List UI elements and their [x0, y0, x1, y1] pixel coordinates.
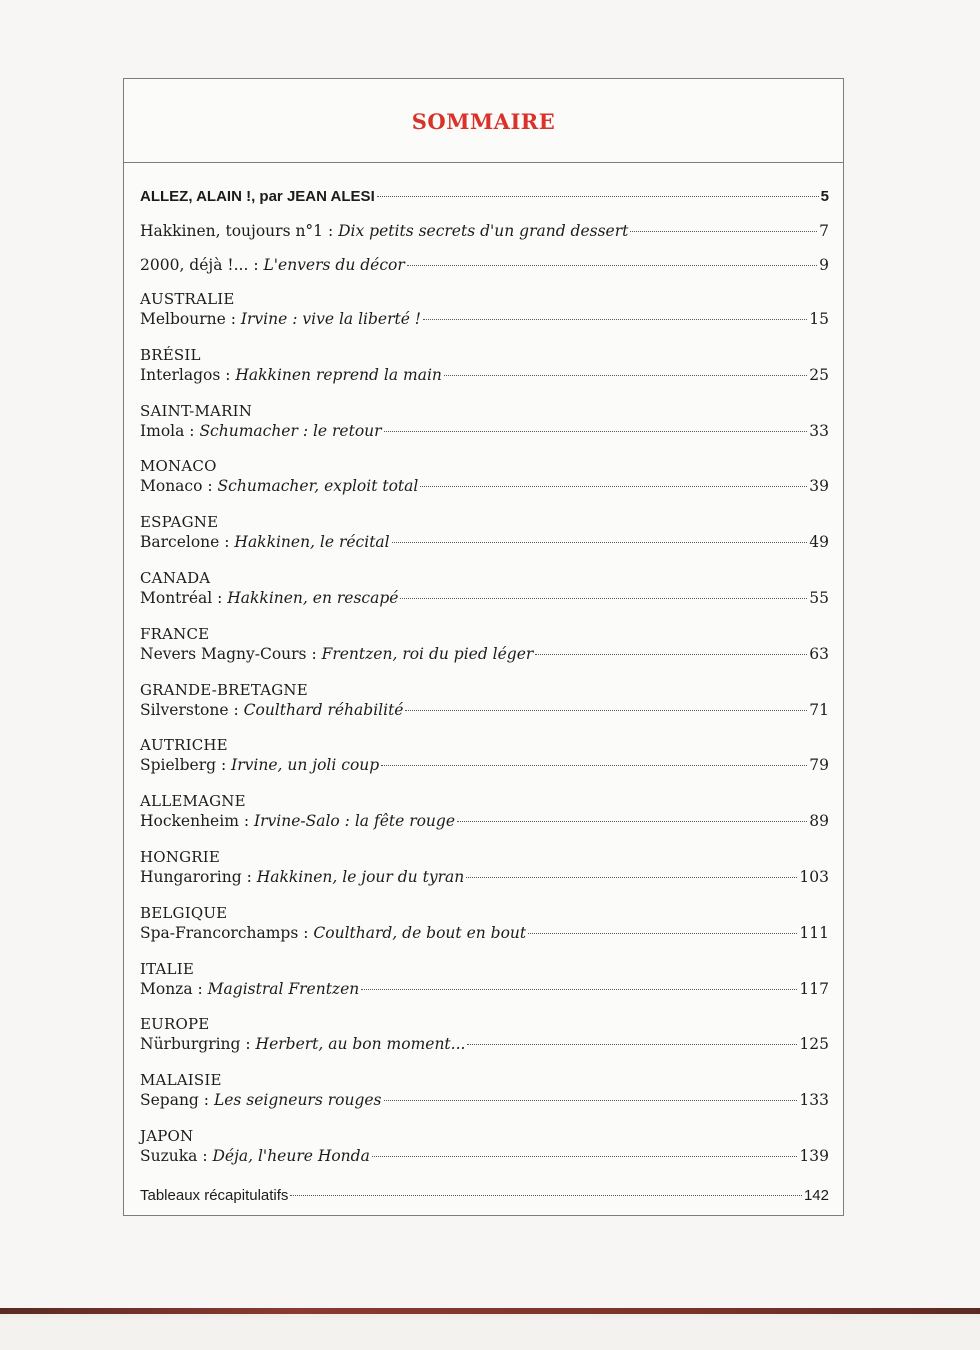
- country-heading: JAPON: [140, 1127, 194, 1145]
- page-number: 89: [809, 812, 829, 831]
- page-number: 7: [819, 222, 829, 240]
- entry-article-title: Hakkinen, le récital: [234, 533, 390, 552]
- dot-leader: [420, 486, 807, 487]
- entry-location: Monza: [140, 979, 193, 998]
- dot-leader: [535, 654, 807, 655]
- entry-article-title: Schumacher, exploit total: [217, 477, 419, 496]
- toc-entry[interactable]: [140, 811, 829, 831]
- country-heading: FRANCE: [140, 624, 210, 643]
- page-number: 25: [809, 365, 829, 384]
- entry-article-title: Dix petits secrets d'un grand dessert: [338, 222, 629, 240]
- toc-entry[interactable]: [140, 1034, 829, 1054]
- entry-article-title: Déja, l'heure Honda: [212, 1147, 370, 1165]
- toc-entry[interactable]: [140, 1090, 829, 1110]
- entry-separator: :: [240, 1035, 256, 1054]
- page-number: 55: [809, 589, 829, 607]
- page-number: 33: [809, 421, 829, 440]
- entry-article-title: Hakkinen, le jour du tyran: [256, 868, 465, 886]
- entry-location: Monaco: [140, 477, 203, 496]
- entry-location: Nürburgring: [140, 1035, 241, 1054]
- page-number: 63: [809, 644, 829, 663]
- entry-article-title: L'envers du décor: [263, 256, 405, 274]
- toc-entry[interactable]: [140, 755, 829, 775]
- page-number: 139: [799, 1147, 829, 1165]
- dot-leader: [384, 1100, 798, 1101]
- entry-location: Suzuka: [140, 1147, 198, 1165]
- entry-location: Spielberg: [140, 756, 217, 775]
- entry-article-title: Irvine : vive la liberté !: [240, 310, 422, 328]
- country-heading: AUSTRALIE: [140, 290, 235, 308]
- country-heading: ALLEMAGNE: [140, 792, 246, 811]
- dot-leader: [405, 710, 807, 711]
- country-heading: ITALIE: [140, 959, 194, 978]
- dot-leader: [290, 1195, 802, 1196]
- dot-leader: [384, 431, 808, 432]
- entry-separator: :: [202, 477, 218, 496]
- page-number: 142: [803, 1186, 829, 1204]
- entry-separator: :: [216, 756, 232, 775]
- entry-article-title: Magistral Frentzen: [207, 979, 360, 998]
- entry-separator: :: [241, 868, 257, 886]
- entry-article-title: Hakkinen reprend la main: [235, 365, 442, 384]
- dot-leader: [400, 598, 807, 599]
- entry-separator: :: [228, 700, 244, 719]
- entry-location: Nevers Magny-Cours: [140, 644, 307, 663]
- dot-leader: [372, 1156, 798, 1157]
- country-heading: ESPAGNE: [140, 513, 219, 532]
- page-number: 5: [820, 188, 829, 205]
- toc-entry[interactable]: [140, 923, 829, 943]
- entry-separator: :: [219, 533, 235, 552]
- toc-entry[interactable]: [140, 476, 829, 496]
- dot-leader: [528, 933, 797, 934]
- dot-leader: [444, 375, 807, 376]
- entry-location: Barcelone: [140, 533, 220, 552]
- entry-article-title: Irvine-Salo : la fête rouge: [253, 812, 456, 831]
- country-heading: CANADA: [140, 569, 211, 587]
- dot-leader: [392, 542, 808, 543]
- toc-entry-lead[interactable]: [140, 187, 829, 207]
- toc-entry-summary-tables[interactable]: [140, 1186, 829, 1206]
- entry-location: Melbourne: [140, 310, 226, 328]
- entry-location: Sepang: [140, 1091, 199, 1110]
- entry-title: Tableaux récapitulatifs: [140, 1186, 289, 1204]
- page-number: 111: [799, 923, 829, 942]
- country-heading: BRÉSIL: [140, 345, 201, 364]
- entry-separator: :: [212, 589, 228, 607]
- page-number: 39: [809, 477, 829, 496]
- toc-entry[interactable]: [140, 221, 829, 241]
- country-heading: HONGRIE: [140, 848, 221, 866]
- toc-entry[interactable]: [140, 421, 829, 441]
- entry-separator: :: [198, 1091, 214, 1110]
- country-heading: MALAISIE: [140, 1071, 222, 1090]
- dot-leader: [361, 989, 797, 990]
- page-number: 79: [809, 756, 829, 775]
- toc-entry[interactable]: [140, 588, 829, 608]
- entry-separator: :: [197, 1147, 213, 1165]
- toc-entry[interactable]: [140, 309, 829, 329]
- entry-article-title: Herbert, au bon moment...: [255, 1035, 466, 1054]
- page-number: 9: [819, 256, 829, 274]
- dot-leader: [630, 231, 817, 232]
- country-heading: MONACO: [140, 457, 217, 476]
- page-number: 125: [799, 1035, 829, 1054]
- page-number: 117: [799, 979, 829, 998]
- entry-article-title: Irvine, un joli coup: [231, 756, 380, 775]
- dot-leader: [466, 877, 797, 878]
- page-bottom-shadow: [0, 1308, 980, 1350]
- entry-location: Montréal: [140, 589, 213, 607]
- country-heading: SAINT-MARIN: [140, 401, 253, 420]
- toc-entry[interactable]: [140, 644, 829, 664]
- table-of-contents: [124, 79, 843, 1215]
- country-heading: EUROPE: [140, 1015, 210, 1034]
- entry-article-title: Les seigneurs rouges: [213, 1091, 382, 1110]
- contents-frame: [123, 78, 844, 1216]
- entry-article-title: Frentzen, roi du pied léger: [321, 644, 534, 663]
- entry-separator: :: [225, 310, 241, 328]
- page-number: 133: [799, 1091, 829, 1110]
- page-number: 71: [809, 700, 829, 719]
- dot-leader: [381, 765, 807, 766]
- entry-separator: :: [323, 222, 339, 240]
- toc-entry[interactable]: [140, 365, 829, 385]
- toc-entry[interactable]: [140, 979, 829, 999]
- toc-entry[interactable]: [140, 255, 829, 275]
- page-number: 15: [809, 310, 829, 328]
- entry-separator: :: [306, 644, 322, 663]
- toc-entry[interactable]: [140, 700, 829, 720]
- entry-location: Imola: [140, 421, 185, 440]
- entry-location: Silverstone: [140, 700, 229, 719]
- country-heading: AUTRICHE: [140, 736, 228, 755]
- dot-leader: [407, 265, 817, 266]
- entry-title: ALLEZ, ALAIN !, par JEAN ALESI: [140, 188, 375, 205]
- toc-entry[interactable]: [140, 867, 829, 887]
- entry-location: Hockenheim: [140, 812, 239, 831]
- entry-separator: :: [220, 365, 236, 384]
- page-title: SOMMAIRE: [411, 109, 556, 134]
- entry-separator: :: [238, 812, 254, 831]
- book-edge: [0, 1308, 980, 1314]
- country-heading: GRANDE-BRETAGNE: [140, 680, 308, 699]
- dot-leader: [467, 1044, 797, 1045]
- page-number: 49: [809, 533, 829, 552]
- entry-article-title: Coulthard, de bout en bout: [313, 923, 527, 942]
- dot-leader: [377, 196, 819, 197]
- entry-location: Hakkinen, toujours n°1: [140, 222, 324, 240]
- toc-entry[interactable]: [140, 1146, 829, 1166]
- entry-location: Hungaroring: [140, 868, 242, 886]
- entry-separator: :: [248, 256, 264, 274]
- entry-article-title: Schumacher : le retour: [199, 421, 382, 440]
- entry-location: Spa-Francorchamps: [140, 923, 299, 942]
- entry-location: 2000, déjà !...: [140, 256, 249, 274]
- entry-location: Interlagos: [140, 365, 221, 384]
- entry-article-title: Hakkinen, en rescapé: [227, 589, 399, 607]
- entry-separator: :: [298, 923, 314, 942]
- page-number: 103: [799, 868, 829, 886]
- country-heading: BELGIQUE: [140, 903, 228, 922]
- toc-entry[interactable]: [140, 532, 829, 552]
- dot-leader: [457, 821, 807, 822]
- entry-separator: :: [184, 421, 200, 440]
- dot-leader: [423, 319, 807, 320]
- entry-separator: :: [192, 979, 208, 998]
- entry-article-title: Coulthard réhabilité: [243, 700, 404, 719]
